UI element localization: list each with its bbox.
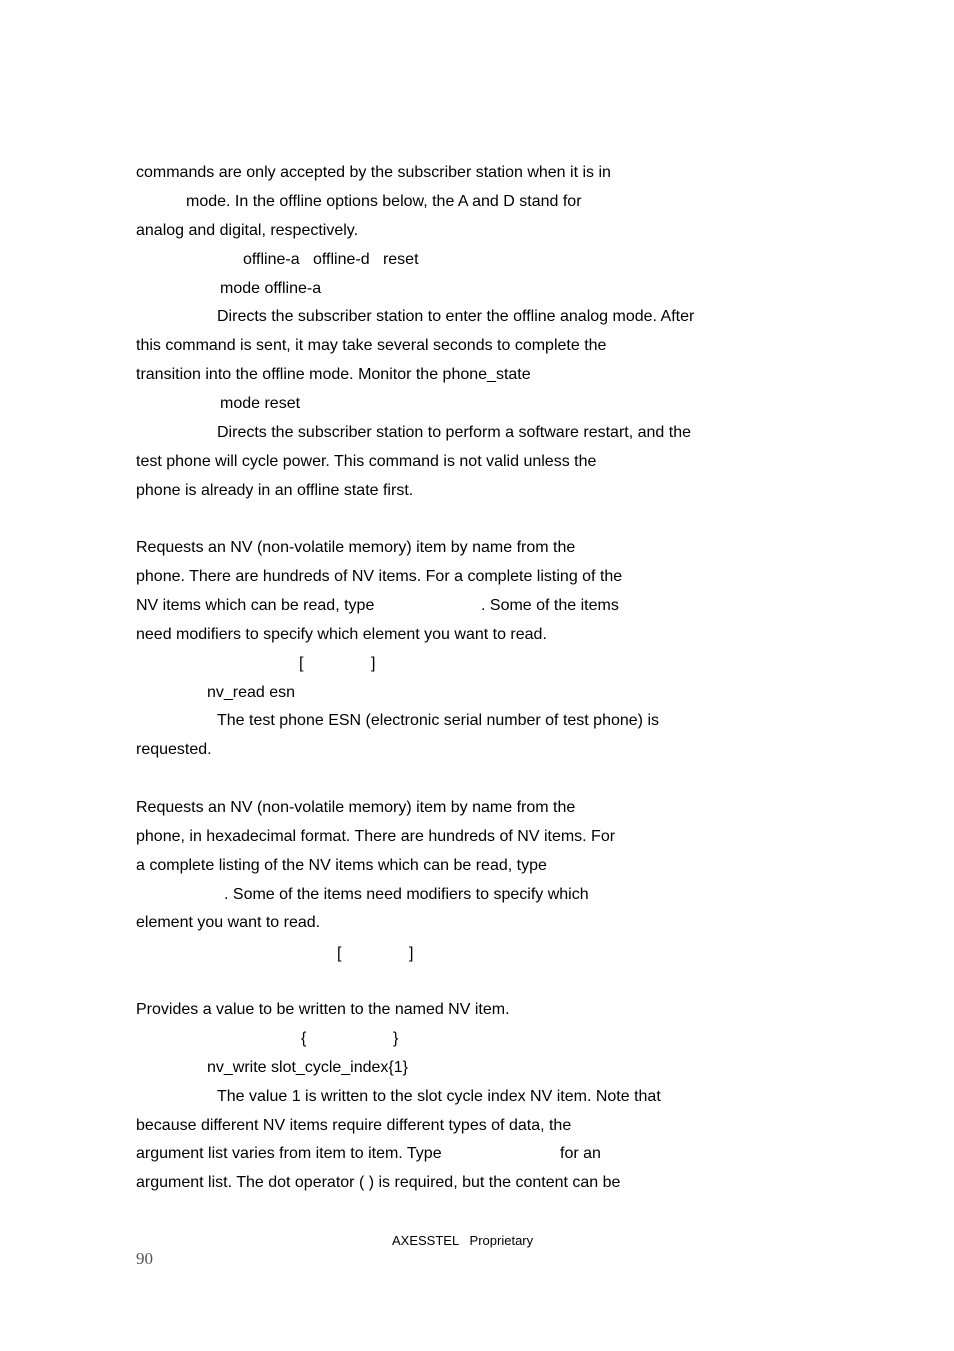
text-line: mode. In the offline options below, the A and D stand for (186, 193, 582, 210)
text-line: Directs the subscriber station to enter the offline analog mode. After (217, 308, 695, 325)
text-line: commands are only accepted by the subscriber station when it is in (136, 164, 611, 181)
footer-proprietary: AXESSTEL Proprietary (392, 1233, 534, 1248)
text-line: for an (560, 1145, 601, 1162)
page-number: 90 (136, 1249, 153, 1268)
text-line: argument list varies from item to item. Type (136, 1145, 442, 1162)
text-line: [ (299, 655, 304, 672)
text-line: phone. There are hundreds of NV items. For a complete listing of the (136, 568, 623, 585)
text-line: NV items which can be read, type (136, 597, 375, 614)
text-line: Provides a value to be written to the named NV item. (136, 1001, 510, 1018)
text-line: requested. (136, 741, 212, 758)
text-line: analog and digital, respectively. (136, 222, 359, 239)
text-line: The value 1 is written to the slot cycle index NV item. Note that (217, 1088, 661, 1105)
text-line: phone is already in an offline state first. (136, 482, 414, 499)
text-line: Requests an NV (non-volatile memory) item by name from the (136, 539, 576, 556)
text-line: ] (371, 655, 376, 672)
text-line: argument list. The dot operator ( ) is required, but the content can be (136, 1174, 621, 1191)
text-line: element you want to read. (136, 914, 321, 931)
text-line: test phone will cycle power. This command is not valid unless the (136, 453, 597, 470)
text-line: transition into the offline mode. Monitor the phone_state (136, 366, 531, 383)
text-line: . Some of the items (481, 597, 619, 614)
text-line: a complete listing of the NV items which can be read, type (136, 857, 547, 874)
text-line: mode offline-a (220, 280, 322, 297)
text-line: ] (409, 945, 414, 962)
text-line: nv_read esn (207, 684, 296, 701)
text-line: this command is sent, it may take several seconds to complete the (136, 337, 607, 354)
text-line: phone, in hexadecimal format. There are hundreds of NV items. For (136, 828, 616, 845)
text-line: { (301, 1030, 307, 1047)
text-line: [ (337, 945, 342, 962)
text-line: Requests an NV (non-volatile memory) item by name from the (136, 799, 576, 816)
text-line: Directs the subscriber station to perform a software restart, and the (217, 424, 691, 441)
text-line: nv_write slot_cycle_index{1} (207, 1059, 409, 1076)
text-line: } (393, 1030, 399, 1047)
text-line: mode reset (220, 395, 301, 412)
text-line: because different NV items require different types of data, the (136, 1117, 572, 1134)
text-line: . Some of the items need modifiers to specify which (224, 886, 589, 903)
text-line: offline-a offline-d reset (243, 251, 419, 268)
text-line: The test phone ESN (electronic serial number of test phone) is (217, 712, 659, 729)
text-line: need modifiers to specify which element you want to read. (136, 626, 547, 643)
